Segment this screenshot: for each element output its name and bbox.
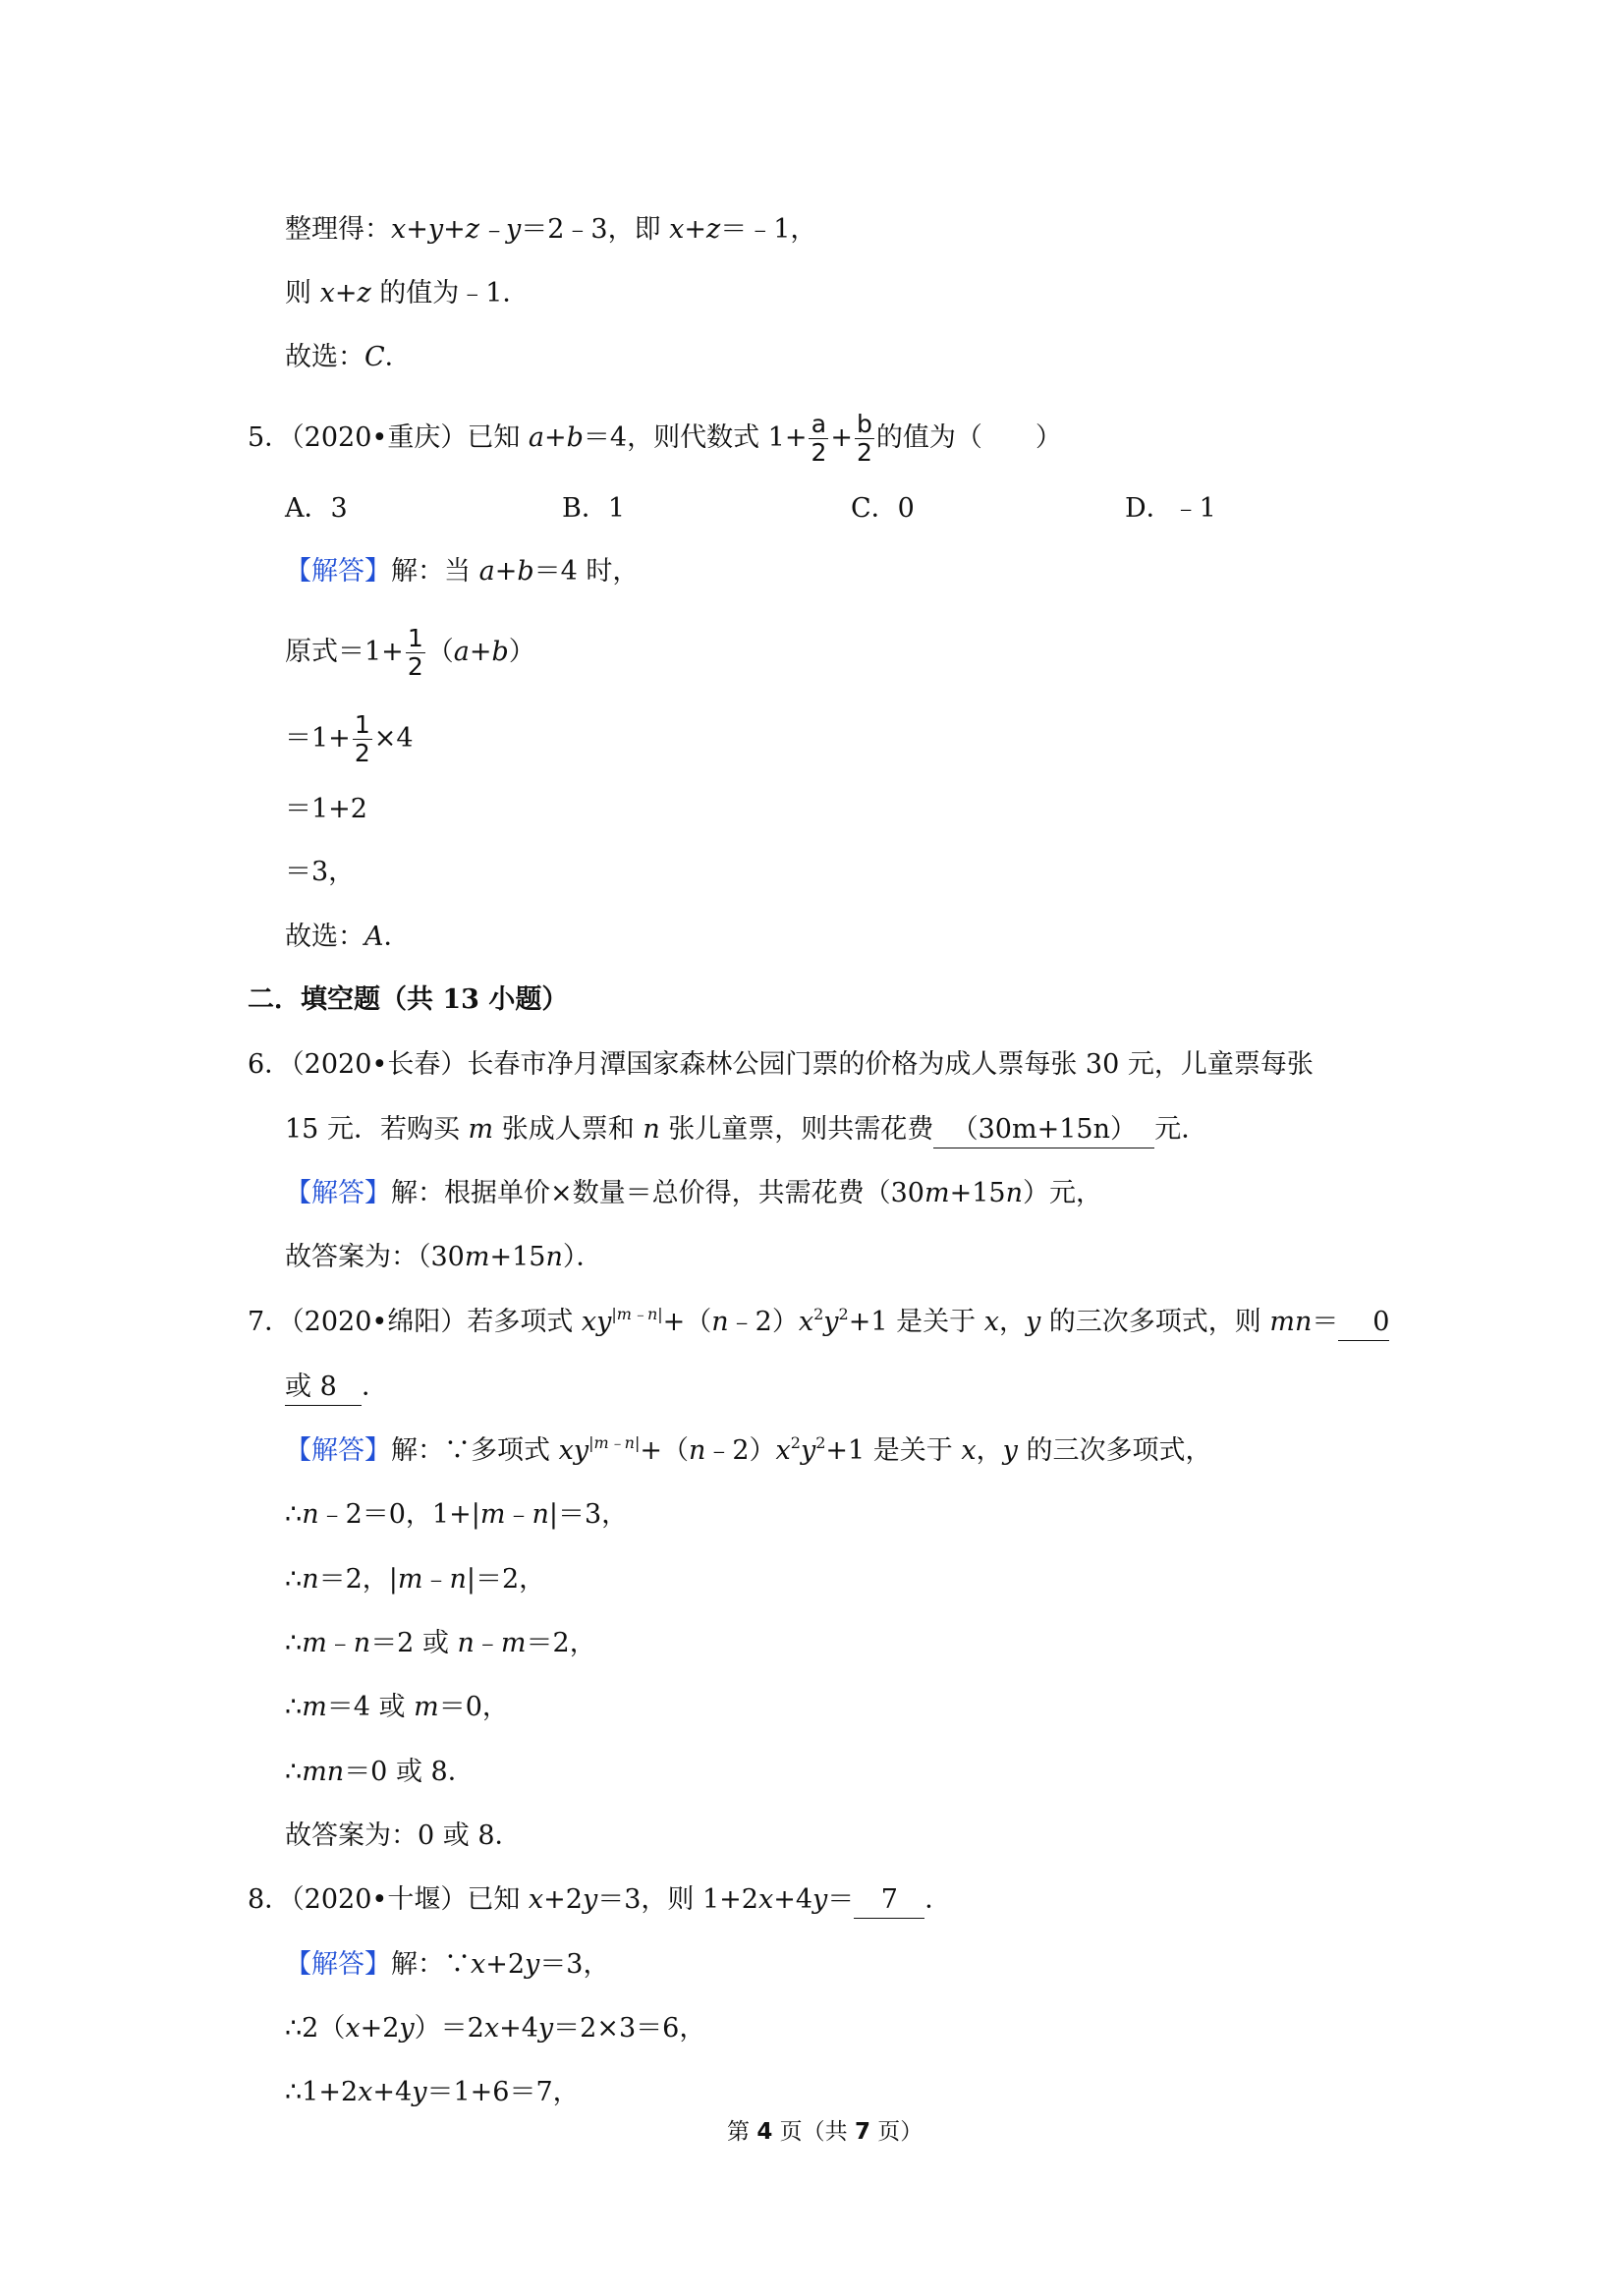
answer-tag: 【解答】: [285, 556, 391, 587]
text-span: 15 元．若购买: [285, 1114, 469, 1145]
text-span: y: [412, 2077, 427, 2107]
text-span: +1 是关于: [825, 1435, 962, 1466]
text-span: mn: [302, 1757, 345, 1787]
text-span: ＝2，: [526, 1628, 596, 1658]
text-span: 的值为﹣1．: [370, 278, 530, 308]
text-span: 元．: [1154, 1114, 1208, 1145]
text-span: m: [302, 1628, 327, 1658]
text-span: n: [449, 1564, 467, 1595]
text-span: ∴1+2: [285, 2077, 359, 2107]
question-7-stem-cont: [285, 1370, 388, 1406]
option-d: [1125, 491, 1216, 527]
answer-tag: 【解答】: [285, 1178, 391, 1208]
text-span: |m﹣n|: [588, 1433, 641, 1452]
text-span: 故答案为：（30: [285, 1242, 465, 1272]
solution-step: [285, 1497, 628, 1533]
text-span: n: [643, 1114, 660, 1145]
text-span: x+z: [319, 278, 371, 308]
text-span: 6．（2020•长春）长春市净月潭国家森林公园门票的价格为成人票每张 30 元，儿童票每张: [248, 1049, 1314, 1080]
text-span: 7: [854, 2119, 870, 2145]
text-span: a+b: [478, 556, 534, 587]
solution-step: [285, 1626, 596, 1661]
text-span: y: [537, 2013, 554, 2044]
text-span: 2: [815, 1433, 826, 1452]
text-span: ＝1+2: [285, 794, 367, 824]
text-span: 5．（2020•重庆）已知: [248, 422, 529, 453]
solution-step: [285, 2011, 705, 2046]
question-5-stem: [248, 411, 1062, 467]
text-span: m: [414, 1692, 439, 1722]
question-6-stem-cont: [285, 1112, 1207, 1148]
text-span: n: [532, 1499, 549, 1530]
text-span: ＝: [827, 1884, 855, 1915]
text-span: x: [345, 2013, 361, 2044]
text-span: ，: [976, 1435, 1003, 1466]
text-span: a+b: [453, 637, 509, 667]
text-span: xy: [558, 1435, 589, 1466]
text-span: n: [302, 1499, 319, 1530]
text-span: +15: [489, 1242, 546, 1272]
text-span: 原式＝1+: [285, 637, 404, 667]
solution-step: [285, 1755, 475, 1790]
text-span: ﹣2）: [705, 1435, 776, 1466]
text-span: ＝2，|: [318, 1564, 398, 1595]
text-span: +4: [372, 2077, 413, 2107]
solution-step: [285, 920, 411, 955]
solution-step: [285, 855, 355, 890]
text-span: ﹣2＝0，1+|: [318, 1499, 480, 1530]
answer-8: [285, 1947, 610, 1983]
text-span: 解：根据单价×数量＝总价得，共需花费（30: [391, 1178, 924, 1208]
text-span: D．﹣1: [1125, 493, 1216, 524]
text-span: 解：∵多项式: [391, 1435, 559, 1466]
text-span: ＝2﹣3，即: [521, 214, 670, 245]
text-span: y: [812, 1884, 828, 1915]
text-span: 故答案为：0 或 8．: [285, 1820, 522, 1851]
answer-blank: 7: [854, 1882, 924, 1919]
text-span: ＝2 或: [370, 1628, 458, 1658]
text-span: x: [983, 1307, 999, 1337]
text-span: 8．（2020•十堰）已知: [248, 1884, 529, 1915]
text-span: y: [582, 1884, 598, 1915]
text-span: x: [528, 1884, 544, 1915]
option-a: [285, 491, 348, 527]
text-span: 的三次多项式，则: [1040, 1307, 1270, 1337]
text-span: ∴2（: [285, 2013, 346, 2044]
text-span: ＝4 时，: [533, 556, 640, 587]
text-span: n: [1005, 1178, 1023, 1208]
text-span: ﹣: [474, 1628, 501, 1658]
text-span: ．: [384, 342, 412, 372]
answer-blank: 或 8: [285, 1370, 362, 1406]
text-span: ．: [362, 1372, 388, 1402]
text-span: A．3: [285, 493, 348, 524]
text-span: C．0: [851, 493, 915, 524]
answer-6: [285, 1176, 1102, 1211]
text-span: n: [545, 1242, 563, 1272]
text-span: 2: [838, 1305, 849, 1323]
text-span: ×4: [373, 723, 414, 754]
text-span: mn: [1269, 1307, 1313, 1337]
text-span: 二．填空题（共 13 小题）: [248, 984, 569, 1015]
text-span: 解：∵: [391, 1949, 471, 1980]
text-span: ＝0，: [438, 1692, 509, 1722]
text-span: +（: [640, 1435, 689, 1466]
text-span: n: [353, 1628, 371, 1658]
text-span: x: [775, 1435, 791, 1466]
text-span: y: [399, 2013, 415, 2044]
text-span: 页（共: [772, 2119, 855, 2145]
text-span: 张儿童票，则共需花费: [659, 1114, 934, 1145]
text-span: m: [464, 1242, 490, 1272]
text-span: m: [500, 1628, 527, 1658]
text-span: x+y+z﹣y: [391, 214, 522, 245]
text-span: y: [525, 1949, 540, 1980]
solution-step: [285, 1690, 509, 1725]
text-span: +2: [543, 1884, 583, 1915]
final-answer: [285, 1819, 522, 1854]
solution-step: [285, 792, 367, 827]
text-span: |＝2，: [466, 1564, 546, 1595]
final-answer: [285, 1240, 602, 1275]
text-span: 故选：: [285, 342, 364, 372]
text-span: +4: [773, 1884, 813, 1915]
text-span: ．: [383, 922, 411, 952]
text-span: ＝1+: [285, 723, 351, 754]
answer-tag: 【解答】: [285, 1949, 391, 1980]
text-line: [285, 212, 816, 248]
text-span: 故选：: [285, 922, 364, 952]
text-span: x: [471, 1949, 486, 1980]
text-span: a: [811, 410, 827, 438]
text-span: +: [830, 422, 854, 453]
text-span: |＝3，: [548, 1499, 629, 1530]
text-span: ＝0 或 8．: [344, 1757, 475, 1787]
solution-step: [285, 1562, 545, 1597]
text-span: ∴: [285, 1692, 303, 1722]
text-span: ＝4 或: [326, 1692, 415, 1722]
text-span: y: [823, 1307, 839, 1337]
text-span: 2: [407, 652, 423, 681]
text-span: ＝: [1312, 1307, 1339, 1337]
text-span: +4: [499, 2013, 538, 2044]
text-span: y: [1002, 1435, 1018, 1466]
text-span: ﹣: [326, 1628, 354, 1658]
fraction-b-over-2: [855, 411, 874, 467]
text-span: y: [800, 1435, 816, 1466]
text-span: 解：当: [391, 556, 479, 587]
text-line: [285, 276, 529, 311]
text-span: x: [961, 1435, 977, 1466]
text-span: 7．（2020•绵阳）若多项式: [248, 1307, 582, 1337]
text-span: y: [1025, 1307, 1041, 1337]
text-span: n: [711, 1307, 729, 1337]
text-span: m: [397, 1564, 423, 1595]
text-span: m: [923, 1178, 950, 1208]
question-7-stem: [248, 1305, 1389, 1341]
text-span: n: [688, 1435, 706, 1466]
section-heading: [248, 982, 568, 1018]
text-span: 2: [813, 1305, 824, 1323]
text-span: 1: [354, 710, 370, 739]
text-span: ∴: [285, 1628, 303, 1658]
text-span: xy: [581, 1307, 612, 1337]
text-span: x: [358, 2077, 373, 2107]
text-span: +2: [485, 1949, 526, 1980]
text-span: m: [468, 1114, 494, 1145]
text-span: ﹣: [505, 1499, 532, 1530]
text-span: ＝3，: [285, 857, 356, 887]
text-span: ∴: [285, 1757, 303, 1787]
fraction-1-over-2: [406, 625, 425, 681]
text-span: ，: [998, 1307, 1026, 1337]
option-c: [851, 491, 915, 527]
solution-step: [285, 711, 414, 767]
text-span: ）．: [562, 1242, 603, 1272]
text-span: 第: [727, 2119, 757, 2145]
question-6-stem: [248, 1047, 1314, 1083]
text-span: +1 是关于: [848, 1307, 984, 1337]
text-span: m: [479, 1499, 506, 1530]
text-span: 则: [285, 278, 320, 308]
text-span: 的值为（ ）: [875, 422, 1062, 453]
text-span: x+z: [669, 214, 721, 245]
text-span: ∴: [285, 1564, 303, 1595]
text-span: x: [483, 2013, 500, 2044]
text-span: +（: [662, 1307, 712, 1337]
text-span: ∴: [285, 1499, 303, 1530]
text-span: ＝2×3＝6，: [553, 2013, 706, 2044]
text-span: 2: [354, 739, 370, 767]
fraction-1-over-2: [353, 711, 372, 767]
text-span: ）＝2: [414, 2013, 484, 2044]
text-span: 4: [756, 2119, 773, 2145]
text-span: 页）: [869, 2119, 923, 2145]
text-span: x: [798, 1307, 814, 1337]
text-line: [285, 340, 412, 375]
text-span: ＝3，: [539, 1949, 610, 1980]
text-span: ）元，: [1022, 1178, 1102, 1208]
text-span: a+b: [528, 422, 584, 453]
answer-7: [285, 1433, 1211, 1469]
text-span: ＝3，则 1+2: [597, 1884, 758, 1915]
text-span: 2: [857, 438, 872, 467]
text-span: ﹣: [422, 1564, 450, 1595]
text-span: n: [302, 1564, 319, 1595]
text-span: +2: [360, 2013, 400, 2044]
text-span: 2: [811, 438, 827, 467]
fraction-a-over-2: [809, 411, 828, 467]
text-span: A: [364, 922, 384, 952]
text-span: m: [302, 1692, 327, 1722]
text-span: B．1: [562, 493, 626, 524]
text-span: ）: [508, 637, 535, 667]
text-span: 的三次多项式，: [1017, 1435, 1212, 1466]
text-span: +15: [949, 1178, 1006, 1208]
answer-blank: （30m+15n）: [933, 1112, 1154, 1148]
answer-5: [285, 554, 639, 589]
text-span: b: [857, 410, 872, 438]
text-span: x: [757, 1884, 774, 1915]
text-span: 整理得：: [285, 214, 391, 245]
text-span: 2: [790, 1433, 801, 1452]
question-8-stem: [248, 1882, 951, 1919]
text-span: n: [457, 1628, 475, 1658]
text-span: ．: [924, 1884, 952, 1915]
text-span: 1: [407, 624, 423, 652]
answer-tag: 【解答】: [285, 1435, 391, 1466]
text-span: |m﹣n|: [611, 1305, 663, 1323]
text-span: 张成人票和: [493, 1114, 644, 1145]
answer-blank: 0: [1338, 1305, 1389, 1341]
text-span: ＝4，则代数式 1+: [583, 422, 808, 453]
solution-step: [285, 625, 535, 681]
text-span: （: [426, 637, 454, 667]
option-b: [562, 491, 625, 527]
text-span: ＝﹣1，: [720, 214, 817, 245]
solution-step: [285, 2075, 580, 2110]
text-span: C: [364, 342, 385, 372]
text-span: ﹣2）: [728, 1307, 799, 1337]
page-footer: [727, 2114, 923, 2150]
text-span: ＝1+6＝7，: [426, 2077, 580, 2107]
